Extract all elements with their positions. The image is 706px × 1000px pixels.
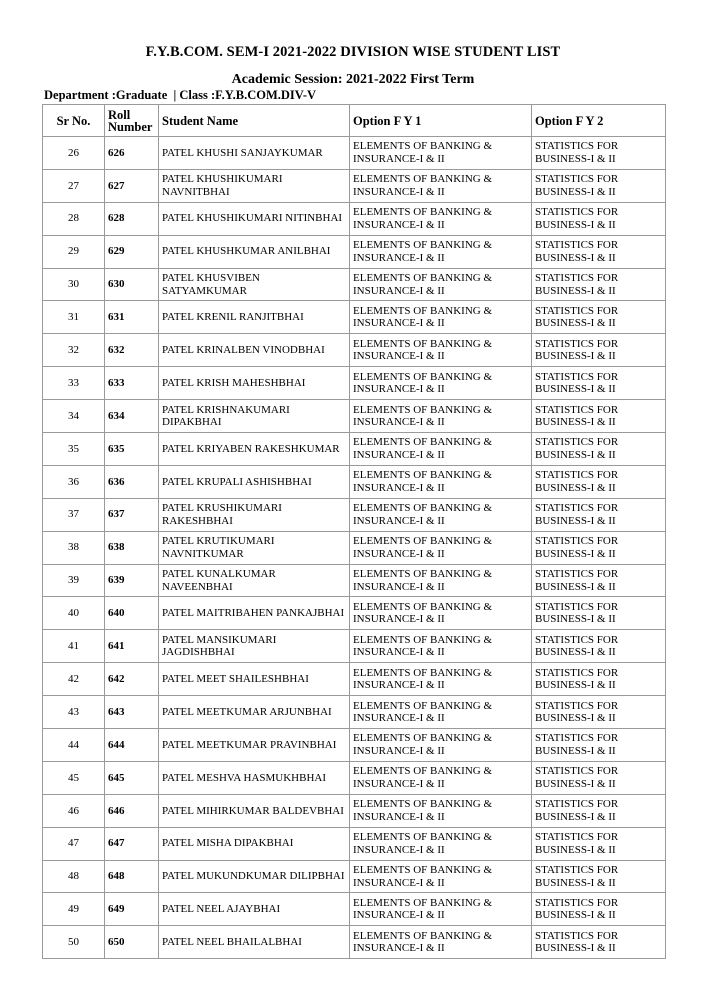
col-header-sr-no: Sr No. xyxy=(43,105,105,137)
sr-no-cell: 28 xyxy=(43,202,105,235)
roll-number-cell: 628 xyxy=(105,202,159,235)
option-fy2-cell: STATISTICS FOR BUSINESS-I & II xyxy=(532,268,666,301)
option-fy1-cell: ELEMENTS OF BANKING & INSURANCE-I & II xyxy=(350,465,532,498)
student-name-cell: PATEL KUNALKUMAR NAVEENBHAI xyxy=(159,564,350,597)
option-fy2-cell: STATISTICS FOR BUSINESS-I & II xyxy=(532,169,666,202)
roll-number-cell: 639 xyxy=(105,564,159,597)
student-name-cell: PATEL NEEL BHAILALBHAI xyxy=(159,926,350,959)
table-row xyxy=(43,761,666,794)
roll-number-cell: 648 xyxy=(105,860,159,893)
sr-no-cell: 36 xyxy=(43,465,105,498)
table-row xyxy=(43,696,666,729)
option-fy1-cell: ELEMENTS OF BANKING & INSURANCE-I & II xyxy=(350,893,532,926)
col-header-student-name: Student Name xyxy=(159,105,350,137)
roll-number-cell: 635 xyxy=(105,433,159,466)
option-fy1-cell: ELEMENTS OF BANKING & INSURANCE-I & II xyxy=(350,926,532,959)
sr-no-cell: 49 xyxy=(43,893,105,926)
option-fy1-cell: ELEMENTS OF BANKING & INSURANCE-I & II xyxy=(350,433,532,466)
option-fy1-cell: ELEMENTS OF BANKING & INSURANCE-I & II xyxy=(350,794,532,827)
department-class-line: Department :Graduate | Class :F.Y.B.COM.DIV-V xyxy=(44,88,317,102)
option-fy1-cell: ELEMENTS OF BANKING & INSURANCE-I & II xyxy=(350,268,532,301)
roll-number-cell: 631 xyxy=(105,301,159,334)
col-header-option-fy1: Option F Y 1 xyxy=(350,105,532,137)
roll-number-cell: 643 xyxy=(105,696,159,729)
student-name-cell: PATEL KRISHNAKUMARI DIPAKBHAI xyxy=(159,400,350,433)
option-fy2-cell: STATISTICS FOR BUSINESS-I & II xyxy=(532,827,666,860)
table-row xyxy=(43,893,666,926)
table-row xyxy=(43,137,666,170)
student-name-cell: PATEL MISHA DIPAKBHAI xyxy=(159,827,350,860)
table-row xyxy=(43,498,666,531)
option-fy1-cell: ELEMENTS OF BANKING & INSURANCE-I & II xyxy=(350,301,532,334)
option-fy1-cell: ELEMENTS OF BANKING & INSURANCE-I & II xyxy=(350,334,532,367)
option-fy1-cell: ELEMENTS OF BANKING & INSURANCE-I & II xyxy=(350,729,532,762)
roll-number-cell: 641 xyxy=(105,630,159,663)
student-name-cell: PATEL KHUSHIKUMARI NITINBHAI xyxy=(159,202,350,235)
sr-no-cell: 47 xyxy=(43,827,105,860)
roll-number-cell: 640 xyxy=(105,597,159,630)
table-row xyxy=(43,597,666,630)
option-fy2-cell: STATISTICS FOR BUSINESS-I & II xyxy=(532,301,666,334)
option-fy2-cell: STATISTICS FOR BUSINESS-I & II xyxy=(532,696,666,729)
option-fy2-cell: STATISTICS FOR BUSINESS-I & II xyxy=(532,202,666,235)
option-fy2-cell: STATISTICS FOR BUSINESS-I & II xyxy=(532,860,666,893)
sr-no-cell: 34 xyxy=(43,400,105,433)
student-name-cell: PATEL KHUSHKUMAR ANILBHAI xyxy=(159,235,350,268)
col-header-roll-number: Roll Number xyxy=(105,105,159,137)
option-fy1-cell: ELEMENTS OF BANKING & INSURANCE-I & II xyxy=(350,531,532,564)
roll-number-cell: 629 xyxy=(105,235,159,268)
option-fy1-cell: ELEMENTS OF BANKING & INSURANCE-I & II xyxy=(350,498,532,531)
student-name-cell: PATEL MEETKUMAR ARJUNBHAI xyxy=(159,696,350,729)
student-name-cell: PATEL NEEL AJAYBHAI xyxy=(159,893,350,926)
student-table xyxy=(42,104,666,959)
student-name-cell: PATEL KHUSHIKUMARI NAVNITBHAI xyxy=(159,169,350,202)
option-fy1-cell: ELEMENTS OF BANKING & INSURANCE-I & II xyxy=(350,696,532,729)
option-fy2-cell: STATISTICS FOR BUSINESS-I & II xyxy=(532,498,666,531)
table-row xyxy=(43,860,666,893)
sr-no-cell: 42 xyxy=(43,663,105,696)
sr-no-cell: 50 xyxy=(43,926,105,959)
option-fy1-cell: ELEMENTS OF BANKING & INSURANCE-I & II xyxy=(350,597,532,630)
table-row xyxy=(43,334,666,367)
option-fy1-cell: ELEMENTS OF BANKING & INSURANCE-I & II xyxy=(350,367,532,400)
option-fy1-cell: ELEMENTS OF BANKING & INSURANCE-I & II xyxy=(350,202,532,235)
option-fy1-cell: ELEMENTS OF BANKING & INSURANCE-I & II xyxy=(350,663,532,696)
option-fy1-cell: ELEMENTS OF BANKING & INSURANCE-I & II xyxy=(350,761,532,794)
option-fy2-cell: STATISTICS FOR BUSINESS-I & II xyxy=(532,334,666,367)
roll-number-cell: 647 xyxy=(105,827,159,860)
table-row xyxy=(43,400,666,433)
roll-number-cell: 627 xyxy=(105,169,159,202)
academic-session: Academic Session: 2021-2022 First Term xyxy=(231,72,475,87)
student-name-cell: PATEL KRUSHIKUMARI RAKESHBHAI xyxy=(159,498,350,531)
student-name-cell: PATEL MESHVA HASMUKHBHAI xyxy=(159,761,350,794)
sr-no-cell: 40 xyxy=(43,597,105,630)
option-fy1-cell: ELEMENTS OF BANKING & INSURANCE-I & II xyxy=(350,400,532,433)
student-name-cell: PATEL MUKUNDKUMAR DILIPBHAI xyxy=(159,860,350,893)
student-name-cell: PATEL MEET SHAILESHBHAI xyxy=(159,663,350,696)
table-row xyxy=(43,367,666,400)
sr-no-cell: 45 xyxy=(43,761,105,794)
option-fy2-cell: STATISTICS FOR BUSINESS-I & II xyxy=(532,761,666,794)
sr-no-cell: 29 xyxy=(43,235,105,268)
student-name-cell: PATEL KHUSVIBEN SATYAMKUMAR xyxy=(159,268,350,301)
student-name-cell: PATEL MEETKUMAR PRAVINBHAI xyxy=(159,729,350,762)
sr-no-cell: 26 xyxy=(43,137,105,170)
option-fy2-cell: STATISTICS FOR BUSINESS-I & II xyxy=(532,531,666,564)
sr-no-cell: 46 xyxy=(43,794,105,827)
roll-number-cell: 636 xyxy=(105,465,159,498)
student-name-cell: PATEL KRUTIKUMARI NAVNITKUMAR xyxy=(159,531,350,564)
option-fy2-cell: STATISTICS FOR BUSINESS-I & II xyxy=(532,465,666,498)
table-row xyxy=(43,202,666,235)
sr-no-cell: 41 xyxy=(43,630,105,663)
sr-no-cell: 31 xyxy=(43,301,105,334)
student-name-cell: PATEL MIHIRKUMAR BALDEVBHAI xyxy=(159,794,350,827)
roll-number-cell: 638 xyxy=(105,531,159,564)
page-title: F.Y.B.COM. SEM-I 2021-2022 DIVISION WISE STUDENT LIST xyxy=(145,44,561,60)
option-fy2-cell: STATISTICS FOR BUSINESS-I & II xyxy=(532,433,666,466)
table-row xyxy=(43,433,666,466)
student-name-cell: PATEL KRISH MAHESHBHAI xyxy=(159,367,350,400)
student-name-cell: PATEL MAITRIBAHEN PANKAJBHAI xyxy=(159,597,350,630)
table-row xyxy=(43,268,666,301)
option-fy1-cell: ELEMENTS OF BANKING & INSURANCE-I & II xyxy=(350,169,532,202)
option-fy2-cell: STATISTICS FOR BUSINESS-I & II xyxy=(532,235,666,268)
table-row xyxy=(43,630,666,663)
roll-number-cell: 642 xyxy=(105,663,159,696)
option-fy1-cell: ELEMENTS OF BANKING & INSURANCE-I & II xyxy=(350,235,532,268)
roll-number-cell: 633 xyxy=(105,367,159,400)
roll-number-cell: 649 xyxy=(105,893,159,926)
roll-number-cell: 645 xyxy=(105,761,159,794)
option-fy2-cell: STATISTICS FOR BUSINESS-I & II xyxy=(532,564,666,597)
table-row xyxy=(43,465,666,498)
sr-no-cell: 37 xyxy=(43,498,105,531)
option-fy1-cell: ELEMENTS OF BANKING & INSURANCE-I & II xyxy=(350,827,532,860)
roll-number-cell: 650 xyxy=(105,926,159,959)
roll-number-cell: 626 xyxy=(105,137,159,170)
table-row xyxy=(43,827,666,860)
table-row xyxy=(43,531,666,564)
option-fy1-cell: ELEMENTS OF BANKING & INSURANCE-I & II xyxy=(350,860,532,893)
option-fy2-cell: STATISTICS FOR BUSINESS-I & II xyxy=(532,794,666,827)
table-row xyxy=(43,794,666,827)
sr-no-cell: 43 xyxy=(43,696,105,729)
sr-no-cell: 48 xyxy=(43,860,105,893)
sr-no-cell: 44 xyxy=(43,729,105,762)
sr-no-cell: 30 xyxy=(43,268,105,301)
student-name-cell: PATEL KRENIL RANJITBHAI xyxy=(159,301,350,334)
student-name-cell: PATEL KRINALBEN VINODBHAI xyxy=(159,334,350,367)
table-row xyxy=(43,169,666,202)
student-name-cell: PATEL MANSIKUMARI JAGDISHBHAI xyxy=(159,630,350,663)
option-fy2-cell: STATISTICS FOR BUSINESS-I & II xyxy=(532,729,666,762)
option-fy2-cell: STATISTICS FOR BUSINESS-I & II xyxy=(532,663,666,696)
option-fy1-cell: ELEMENTS OF BANKING & INSURANCE-I & II xyxy=(350,630,532,663)
sr-no-cell: 38 xyxy=(43,531,105,564)
option-fy2-cell: STATISTICS FOR BUSINESS-I & II xyxy=(532,630,666,663)
roll-number-cell: 634 xyxy=(105,400,159,433)
table-row xyxy=(43,729,666,762)
roll-number-cell: 630 xyxy=(105,268,159,301)
sr-no-cell: 35 xyxy=(43,433,105,466)
sr-no-cell: 39 xyxy=(43,564,105,597)
roll-number-cell: 632 xyxy=(105,334,159,367)
option-fy2-cell: STATISTICS FOR BUSINESS-I & II xyxy=(532,597,666,630)
option-fy2-cell: STATISTICS FOR BUSINESS-I & II xyxy=(532,926,666,959)
option-fy2-cell: STATISTICS FOR BUSINESS-I & II xyxy=(532,367,666,400)
table-row xyxy=(43,926,666,959)
option-fy2-cell: STATISTICS FOR BUSINESS-I & II xyxy=(532,893,666,926)
option-fy1-cell: ELEMENTS OF BANKING & INSURANCE-I & II xyxy=(350,137,532,170)
roll-number-cell: 637 xyxy=(105,498,159,531)
table-row xyxy=(43,564,666,597)
student-name-cell: PATEL KRUPALI ASHISHBHAI xyxy=(159,465,350,498)
col-header-option-fy2: Option F Y 2 xyxy=(532,105,666,137)
option-fy2-cell: STATISTICS FOR BUSINESS-I & II xyxy=(532,400,666,433)
table-row xyxy=(43,235,666,268)
student-name-cell: PATEL KRIYABEN RAKESHKUMAR xyxy=(159,433,350,466)
roll-number-cell: 646 xyxy=(105,794,159,827)
table-row xyxy=(43,301,666,334)
option-fy2-cell: STATISTICS FOR BUSINESS-I & II xyxy=(532,137,666,170)
student-name-cell: PATEL KHUSHI SANJAYKUMAR xyxy=(159,137,350,170)
sr-no-cell: 32 xyxy=(43,334,105,367)
sr-no-cell: 33 xyxy=(43,367,105,400)
roll-number-cell: 644 xyxy=(105,729,159,762)
option-fy1-cell: ELEMENTS OF BANKING & INSURANCE-I & II xyxy=(350,564,532,597)
table-row xyxy=(43,663,666,696)
sr-no-cell: 27 xyxy=(43,169,105,202)
table-header-row xyxy=(43,105,666,137)
